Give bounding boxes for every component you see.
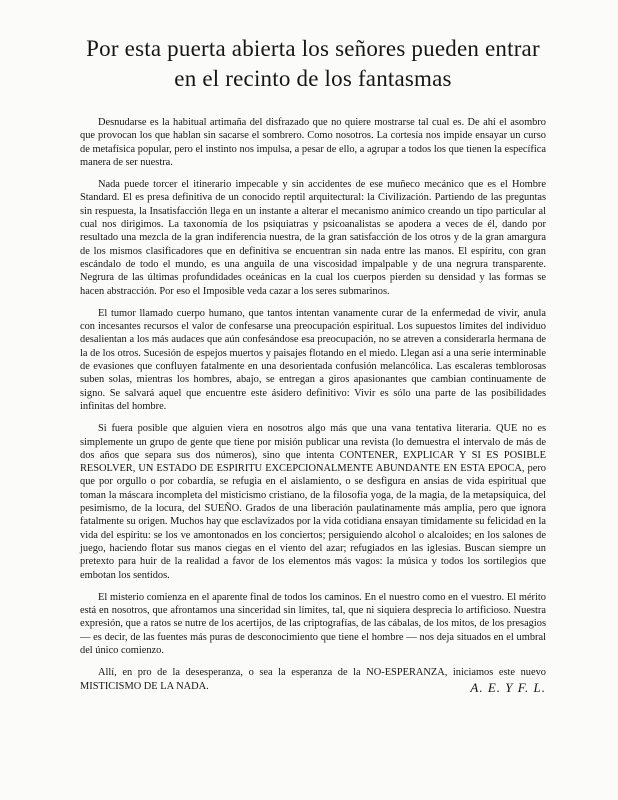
paragraph-2: Nada puede torcer el itinerario impecable y sin accidentes de ese muñeco mecánico que es el Hombre Standard. El es presa definitiva de un conocido reptil arquitectural: la Civilización. Partiendo de las preguntas sin respuesta, la Insatisfacción llega en un instante a alterar el mecanismo anímico creando un tipo particular al cual nos dirigimos. La taxonomía de los psiquiatras y psicoanalistas se apodera a veces de él, dando por resultado una mezcla de la gran indiferencia nuestra, de la gran satisfacción de los otros y de la gran amargura de los mismos clasificadores que en definitiva se encuentran sin nada entre las manos. El espíritu, con gran escándalo de todo el mundo, es una anguila de una viscosidad impalpable y de una negrura transparente. Negrura de las últimas profundidades oceánicas en la cual los cuerpos pierden su densidad y las formas se hacen abstracción. Por eso el Imposible veda cazar a los seres submarinos. [80, 179, 546, 297]
manifesto-body [80, 116, 546, 696]
title-line-2: en el recinto de los fantasmas [174, 66, 452, 91]
paragraph-5: El misterio comienza en el aparente final de todos los caminos. En el nuestro como en el vuestro. El mérito está en nosotros, que afrontamos una sinceridad sin límites, tal, que ni siquiera desprecia lo artificioso. Nuestra expresión, que a ratos se nutre de los acertijos, de las criptografías, de las cábalas, de los mitos, de los presagios — es decir, de las fuentes más puras de desconocimiento que tiene el hombre — nos deja situados en el umbral del único comienzo. [80, 591, 546, 656]
paragraph-4: Si fuera posible que alguien viera en nosotros algo más que una vana tentativa literaria. QUE no es simplemente un grupo de gente que tiene por misión publicar una revista (lo demuestra el intervalo de más de dos años que separa sus dos números), sino que intenta CONTENER, EXPLICAR Y SI ES POSIBLE RESOLVER, UN ESTADO DE ESPIRITU EXCEPCIONALMENTE ABUNDANTE EN ESTA EPOCA, pero que por orgullo o por cobardía, se refugia en el aislamiento, o se desfigura en ansias de vida espiritual que toman la máscara incompleta del misticismo cristiano, de la filosofía yoga, de la magia, de la metapsíquica, del pesimismo, de la locura, del SUEÑO. Grados de una liberación paulatinamente más amplia, pero que ignora fatalmente su origen. Muchos hay que esclavizados por la vida cotidiana ensayan tímidamente su felicidad en la vida del espíritu: se los ve amontonados en los conciertos; persiguiendo alcohol o alcaloides; en los salones de juego, haciendo flotar sus manos ciegas en el viento del azar; refugiados en las iglesias. Buscan siempre un pretexto para huir de la realidad a favor de los elementos más vagos: la música y todos los sortilegios que embotan los sentidos. [80, 423, 546, 581]
closing-text: Allí, en pro de la desesperanza, o sea la esperanza de la NO-ESPERANZA, iniciamos este nuevo MISTICISMO DE LA NADA. [80, 667, 546, 692]
page-title [80, 34, 546, 94]
paragraph-3: El tumor llamado cuerpo humano, que tantos intentan vanamente curar de la enfermedad de vivir, anula con incesantes recursos el valor de confesarse una preocupación espiritual. Los supuestos límites del individuo desalientan a los más audaces que aún confesándose esa preocupación, no se atreven a considerarla hermana de la de los otros. Sucesión de espejos muertos y paisajes flotando en el miedo. Llegan así a una serie interminable de evasiones que confluyen fatalmente en una desorientada confusión melancólica. Las escaleras temblorosas suben solas, mientras los hombres, abajo, se entregan a giros apasionantes que cambian continuamente de signo. Se salvará aquel que encuentre este ásidero definitivo: Vivir es sólo una parte de las posibilidades infinitas del hombre. [80, 307, 546, 412]
author-signature: A. E. Y F. L. [470, 679, 546, 695]
paragraph-1: Desnudarse es la habitual artimaña del disfrazado que no quiere mostrarse tal cual es. De ahí el asombro que provocan los que hablan sin sacarse el sombrero. Como nosotros. La cortesía nos impide ensayar un curso de metafísica popular, pero el instinto nos impulsa, a pesar de ello, a agrupar a todos los que tienen la específica manera de ser nuestra. [80, 117, 546, 168]
title-line-1: Por esta puerta abierta los señores pueden entrar [86, 36, 540, 61]
